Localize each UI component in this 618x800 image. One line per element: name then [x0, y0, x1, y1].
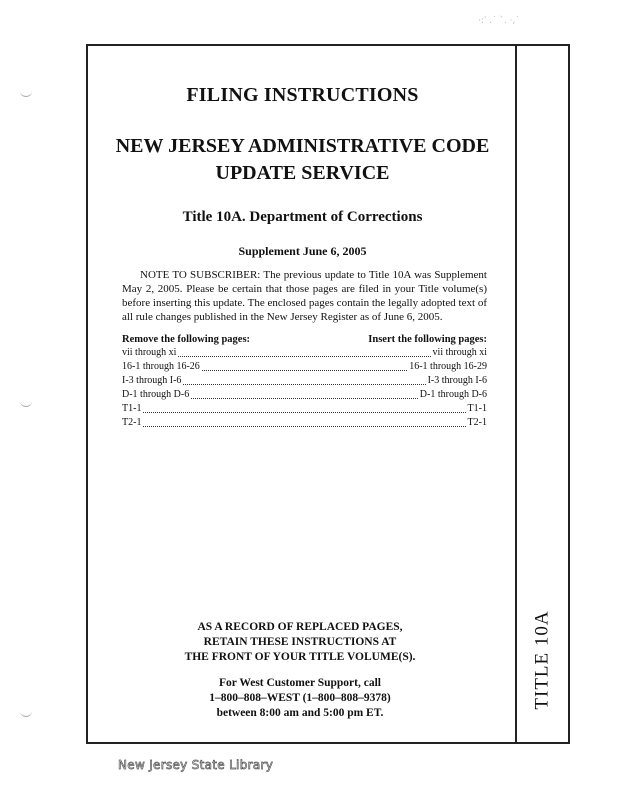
spine-label [519, 600, 567, 720]
record-line-1: AS A RECORD OF REPLACED PAGES, [197, 621, 403, 633]
leader-dots [143, 412, 465, 413]
insert-header: Insert the following pages: [368, 334, 487, 345]
remove-header: Remove the following pages: [122, 334, 251, 345]
support-line-2: 1–800–808–WEST (1–800–808–9378) [209, 692, 391, 704]
table-row [122, 346, 487, 360]
title-department: Title 10A. Department of Corrections [182, 209, 423, 225]
remove-pages: I-3 through I-6 [122, 375, 182, 386]
support-line-3: between 8:00 am and 5:00 pm ET. [216, 707, 384, 719]
insert-pages: 16-1 through 16-29 [409, 361, 487, 372]
table-row [122, 374, 487, 388]
leader-dots [143, 426, 465, 427]
pages-table [122, 334, 487, 430]
insert-pages: T1-1 [467, 403, 487, 414]
document-title: FILING INSTRUCTIONS [186, 84, 419, 106]
supplement-date: Supplement June 6, 2005 [238, 244, 367, 258]
subscriber-note: NOTE TO SUBSCRIBER: The previous update to Title 10A was Supplement May 2, 2005. Please be certain that those pages are filed in your Title volume(s) before inserting this update. The enclosed pages contain the legally adopted text of all rule changes published in the New Jersey Register as of June 6, 2005. [122, 269, 487, 323]
insert-pages: T2-1 [467, 417, 487, 428]
table-row [122, 402, 487, 416]
document-content [110, 80, 495, 430]
spine-label-text: TITLE 10A [532, 610, 554, 710]
remove-pages: T2-1 [122, 417, 142, 428]
margin-mark [20, 708, 32, 717]
table-row [122, 388, 487, 402]
margin-mark [20, 398, 32, 407]
insert-pages: I-3 through I-6 [427, 375, 487, 386]
record-line-2: RETAIN THESE INSTRUCTIONS AT [203, 636, 397, 648]
library-stamp: New Jersey State Library [118, 758, 274, 772]
record-line-3: THE FRONT OF YOUR TITLE VOLUME(S). [184, 651, 416, 663]
margin-mark [20, 88, 32, 97]
insert-pages: vii through xi [432, 347, 487, 358]
remove-pages: D-1 through D-6 [122, 389, 190, 400]
remove-pages: 16-1 through 16-26 [122, 361, 200, 372]
record-instruction [150, 620, 450, 665]
remove-pages: vii through xi [122, 347, 177, 358]
customer-support [150, 676, 450, 721]
insert-pages: D-1 through D-6 [419, 389, 487, 400]
table-row [122, 360, 487, 374]
leader-dots [183, 384, 425, 385]
scan-specks: ·:ˈ .˙ ˋ. ·,˙ [478, 16, 520, 26]
support-line-1: For West Customer Support, call [219, 677, 381, 689]
spine-divider [515, 46, 517, 742]
leader-dots [191, 398, 418, 399]
pages-table-header [122, 334, 487, 345]
leader-dots [202, 370, 407, 371]
remove-pages: T1-1 [122, 403, 142, 414]
table-row [122, 416, 487, 430]
code-title-line-2: UPDATE SERVICE [215, 162, 390, 184]
leader-dots [178, 356, 430, 357]
code-title-line-1: NEW JERSEY ADMINISTRATIVE CODE [115, 135, 490, 157]
